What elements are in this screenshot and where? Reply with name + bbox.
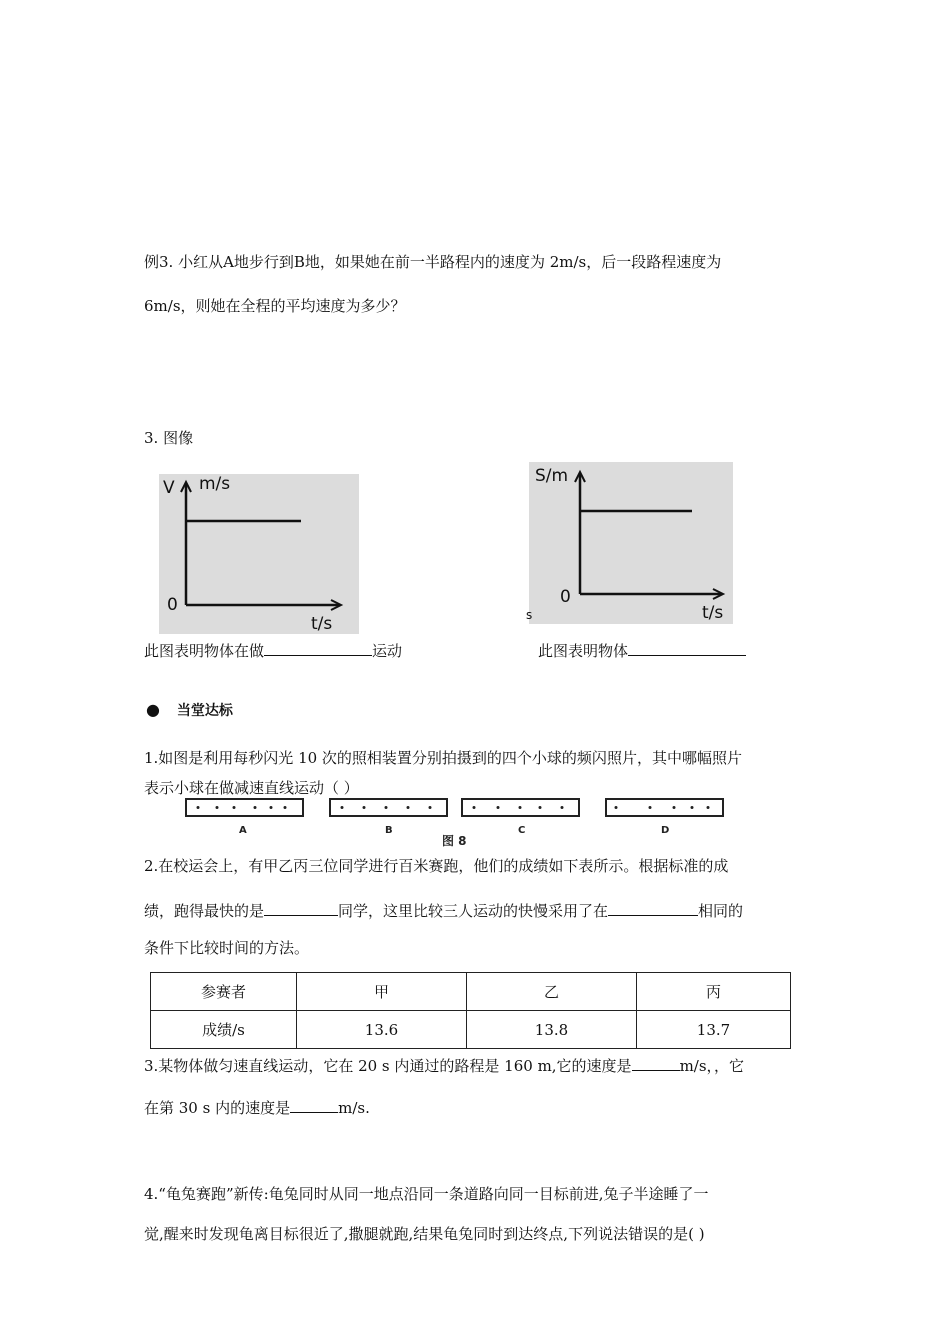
strip-d-box bbox=[606, 799, 723, 816]
strip-b-dot bbox=[341, 806, 344, 809]
q1-line1: 1.如图是利用每秒闪光 10 次的照相装置分别拍摄到的四个小球的频闪照片，其中哪幅照片 bbox=[144, 749, 742, 767]
q3-line1 bbox=[144, 1054, 744, 1076]
strip-b-dot bbox=[429, 806, 432, 809]
table-header-cell: 甲 bbox=[297, 973, 467, 1011]
strip-b-label: B bbox=[385, 825, 393, 836]
q2-line2-c: 相同的 bbox=[698, 902, 744, 920]
q4-line1: 4.“龟兔赛跑”新传:龟兔同时从同一地点沿同一条道路向同一目标前进,兔子半途睡了一 bbox=[144, 1185, 709, 1203]
table-cell: 13.6 bbox=[297, 1011, 467, 1049]
strip-figure-svg bbox=[184, 797, 744, 849]
q4-line2: 觉,醒来时发现龟离目标很近了,撒腿就跑,结果龟兔同时到达终点,下列说法错误的是( ) bbox=[144, 1225, 705, 1243]
strip-c-dot bbox=[561, 806, 564, 809]
q2-blank-fastest[interactable] bbox=[264, 899, 338, 916]
q1-line2: 表示小球在做减速直线运动（ ） bbox=[144, 779, 359, 797]
table-header-cell: 乙 bbox=[467, 973, 637, 1011]
q2-blank-condition[interactable] bbox=[608, 899, 698, 916]
vt-y-unit: m/s bbox=[199, 474, 231, 494]
table-row bbox=[151, 1011, 791, 1049]
strip-c-dot bbox=[473, 806, 476, 809]
strip-a-dot bbox=[216, 806, 219, 809]
st-caption-before: 此图表明物体 bbox=[538, 642, 629, 660]
q2-line3: 条件下比较时间的方法。 bbox=[144, 939, 310, 957]
strip-d-dot bbox=[707, 806, 710, 809]
strip-d-dot bbox=[615, 806, 618, 809]
strip-b-dot bbox=[363, 806, 366, 809]
drill-heading bbox=[146, 700, 233, 721]
q3-line1-b: m/s，，它 bbox=[679, 1057, 745, 1075]
strip-a-dot bbox=[197, 806, 200, 809]
q2-line2 bbox=[144, 899, 743, 921]
score-table bbox=[150, 972, 791, 1049]
bullet-icon: ● bbox=[146, 700, 160, 719]
st-origin: 0 bbox=[560, 587, 571, 607]
strip-c-dot bbox=[497, 806, 500, 809]
strip-b-dot bbox=[407, 806, 410, 809]
table-header-cell: 参赛者 bbox=[151, 973, 297, 1011]
strip-a-dot bbox=[233, 806, 236, 809]
vt-graph-svg bbox=[159, 474, 359, 634]
vt-caption bbox=[144, 639, 402, 661]
q2-line2-a: 绩，跑得最快的是 bbox=[144, 902, 265, 920]
strip-d-label: D bbox=[661, 825, 670, 836]
strip-figure bbox=[184, 797, 744, 853]
drill-title: 当堂达标 bbox=[176, 703, 233, 719]
q3-line2-a: 在第 30 s 内的速度是 bbox=[144, 1099, 291, 1117]
strip-c-label: C bbox=[518, 825, 526, 836]
strip-b-dot bbox=[385, 806, 388, 809]
st-edge-fragment: s bbox=[526, 608, 533, 622]
st-caption bbox=[538, 639, 746, 661]
vt-origin: 0 bbox=[167, 595, 178, 615]
example3-line2: 6m/s，则她在全程的平均速度为多少？ bbox=[144, 297, 406, 315]
example3-line1: 例3. 小红从A地步行到B地，如果她在前一半路程内的速度为 2m/s，后一段路程速度为 bbox=[144, 253, 722, 271]
vt-caption-before: 此图表明物体在做 bbox=[144, 642, 265, 660]
vt-caption-after: 运动 bbox=[372, 642, 403, 660]
table-cell: 13.8 bbox=[467, 1011, 637, 1049]
strip-d-dot bbox=[691, 806, 694, 809]
vt-answer-blank[interactable] bbox=[264, 639, 372, 656]
strip-a-dot bbox=[270, 806, 273, 809]
q3-line2 bbox=[144, 1096, 370, 1118]
q3-line2-b: m/s. bbox=[338, 1099, 370, 1117]
strip-d-dot bbox=[673, 806, 676, 809]
q3-line1-a: 3.某物体做匀速直线运动，它在 20 s 内通过的路程是 160 m,它的速度是 bbox=[144, 1057, 632, 1075]
st-graph bbox=[526, 462, 733, 624]
strip-c-dot bbox=[519, 806, 522, 809]
q2-line1: 2.在校运会上，有甲乙丙三位同学进行百米赛跑，他们的成绩如下表所示。根据标准的成 bbox=[144, 857, 729, 875]
strip-a-dot bbox=[254, 806, 257, 809]
section3-heading: 3. 图像 bbox=[144, 429, 194, 447]
strip-a-dot bbox=[284, 806, 287, 809]
table-cell: 13.7 bbox=[637, 1011, 791, 1049]
table-header-cell: 丙 bbox=[637, 973, 791, 1011]
strip-c-dot bbox=[539, 806, 542, 809]
vt-y-label: V bbox=[163, 478, 175, 498]
q3-blank-speed-30s[interactable] bbox=[290, 1096, 338, 1113]
strip-figure-caption: 图 8 bbox=[442, 834, 467, 848]
table-cell: 成绩/s bbox=[151, 1011, 297, 1049]
st-answer-blank[interactable] bbox=[628, 639, 746, 656]
st-x-label: t/s bbox=[702, 603, 724, 623]
strip-a-label: A bbox=[239, 825, 247, 836]
table-header-row bbox=[151, 973, 791, 1011]
q2-line2-b: 同学，这里比较三人运动的快慢采用了在 bbox=[338, 902, 609, 920]
strip-d-dot bbox=[649, 806, 652, 809]
st-y-label: S/m bbox=[535, 466, 569, 486]
vt-x-label: t/s bbox=[311, 614, 333, 634]
q3-blank-speed[interactable] bbox=[632, 1054, 680, 1071]
vt-graph bbox=[159, 474, 359, 634]
st-graph-svg bbox=[526, 462, 733, 624]
